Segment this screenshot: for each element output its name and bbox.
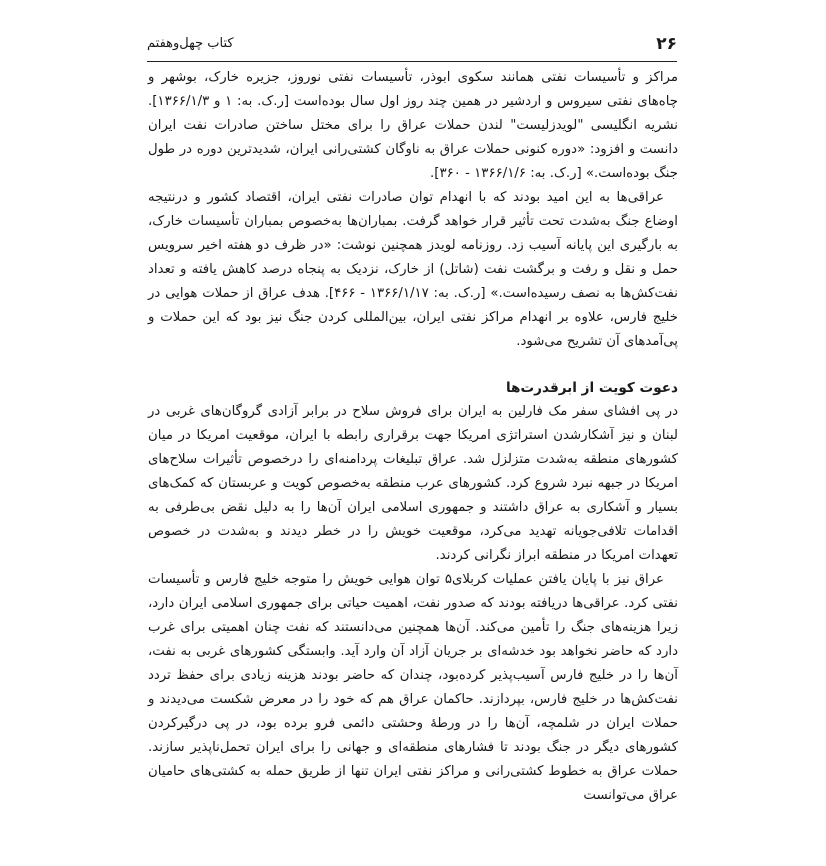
body-text	[148, 66, 678, 808]
header-rule	[147, 61, 677, 62]
paragraph: عراق نیز با پایان یافتن عملیات کربلای۵ توان هوایی خویش را متوجه خلیج فارس و تأسیسات نفتی کرد. عراقی‌ها دریافته بودند که صدور نفت، اهمیت حیاتی برای جمهوری اسلامی ایران دارد، زیرا هزینه‌های جنگ را تأمین می‌کند. آن‌ها همچنین می‌دانستند که نفت چنان اهمیتی برای غرب دارد که حاضر نخواهد بود خدشه‌ای بر جریان آزاد آن وارد آید. وابستگی کشورهای غربی به نفت، آن‌ها را در خلیج فارس آسیب‌پذیر کرده‌بود، چندان که حاضر بودند هزینه زیادی برای حفظ تردد نفت‌کش‌ها در خلیج فارس، بپردازند. حاکمان عراق هم که خود را در معرض شکست می‌دیدند و حملات ایران در شلمچه، آن‌ها را در ورطهٔ وحشتی دائمی فرو برده بود، در پی درگیرکردن کشورهای دیگر در جنگ بودند تا فشارهای منطقه‌ای و جهانی را برای ایران تحمل‌ناپذیر سازند. حملات عراق به خطوط کشتی‌رانی و مراکز نفتی ایران تنها از طریق حمله به کشتی‌های حامیان عراق می‌توانست	[148, 572, 678, 803]
section-heading: دعوت کویت از ابرقدرت‌ها	[505, 380, 678, 396]
section-gap	[148, 354, 678, 376]
page-number: ۲۶	[656, 34, 677, 54]
paragraph: عراقی‌ها به این امید بودند که با انهدام توان صادرات نفتی ایران، اقتصاد کشور و درنتیجه اوضاع جنگ به‌شدت تحت تأثیر قرار خواهد گرفت. بمباران‌ها به‌خصوص بمباران تأسیسات خارک، به بارگیری این پایانه آسیب زد. روزنامه لویدز همچنین نوشت: «در ظرف دو هفته اخیر سرویس حمل و نقل و رفت و برگشت نفت (شاتل) از خارک، نزدیک به پنجاه درصد کاهش یافته و تعداد نفت‌کش‌ها به نصف رسیده‌است.» [ر.ک. به: ۱۳۶۶/۱/۱۷ - ۴۶۶]. هدف عراق از حملات هوایی در خلیج فارس، علاوه بر انهدام مراکز نفتی ایران، بین‌المللی کردن جنگ نیز بود که این حملات و پی‌آمدهای آن تشریح می‌شود.	[148, 190, 678, 349]
paragraph: در پی افشای سفر مک فارلین به ایران برای فروش سلاح در برابر آزادی گروگان‌های غربی در لبنان و نیز آشکارشدن استراتژی امریکا جهت برقراری رابطه با ایران، موقعیت امریکا در میان کشورهای منطقه به‌شدت متزلزل شد. عراق تبلیغات پردامنه‌ای را درخصوص تأثیرات سلاح‌های امریکا در جبهه نبرد شروع کرد. کشورهای عرب منطقه به‌خصوص کویت و عربستان که کمک‌های بسیار و آشکاری به عراق داشتند و جمهوری اسلامی ایران آن‌ها را به دلیل نقض بی‌طرفی به اقدامات تلافی‌جویانه تهدید می‌کرد، موقعیت خویش را در خطر دیدند و به‌شدت در خصوص تعهدات امریکا در منطقه ابراز نگرانی کردند.	[148, 404, 678, 563]
book-title: کتاب چهل‌وهفتم	[147, 36, 234, 51]
paragraph: مراکز و تأسیسات نفتی همانند سکوی ابوذر، تأسیسات نفتی نوروز، جزیره خارک، بوشهر و چاه‌های نفتی سیروس و اردشیر در همین چند روز اول سال بوده‌است [ر.ک. به: ۱ و ۱۳۶۶/۱/۳]. نشریه انگلیسی "لویدزلیست" لندن حملات عراق را برای مختل ساختن صادرات نفت ایران دانست و افزود: «دوره کنونی حملات عراق به ناوگان کشتی‌رانی ایران، شدیدترین دوره در طول جنگ بوده‌است.» [ر.ک. به: ۱۳۶۶/۱/۶ - ۳۶۰].	[148, 70, 679, 181]
running-header	[147, 28, 677, 62]
